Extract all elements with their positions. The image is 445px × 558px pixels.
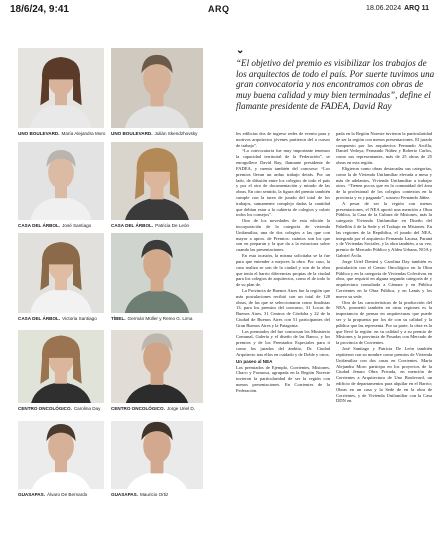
article-paragraph: Otro de los novedades de esta edición la incorporación de la categoría de vivienda Unifamiliar, una de dos colegios a las que con mayor a aprox. de Premios: cuántos son los que son en preparan y la que da a la estructura sobre cuando las presentaciones. xyxy=(236,218,330,253)
caption-project: UNO BOULEVARD. xyxy=(18,131,60,136)
portrait-photo xyxy=(111,421,203,489)
caption-project: UNO BOULEVARD. xyxy=(111,131,153,136)
portrait-photo xyxy=(18,421,104,489)
photo-caption xyxy=(111,316,192,321)
caption-name: José Santiago xyxy=(62,223,92,228)
caption-name: Mauricio Ortiz xyxy=(139,492,169,497)
photo-caption xyxy=(111,131,197,136)
caption-name: Jorge Uriel D. xyxy=(166,406,195,411)
section-title: ARQ xyxy=(208,4,230,14)
portrait-photo xyxy=(111,233,203,313)
photo-caption xyxy=(18,406,100,411)
photo-caption xyxy=(111,492,168,497)
article-paragraph: Los premiados de Ejemplo, Corrientes, Misiones, Chaco y Formosa, agrupada en la Región Noreste tuvieron la particularidad de ser la región con menos presentaciones. En Corrientes de la Federación. xyxy=(236,364,330,393)
header-date xyxy=(366,5,429,12)
article-paragraph: “La convocatoria fue muy importante tenemos la capacidad territorial de la Federación”, se enorgullece David Ray, flamante presidente de FADEA, y cuenta también del concurso: “Los premios llevan un arduo trabajo detrás. Por un lado, de difusión entre los colegios de todo el país y por el otro de documentación y mirado de las obras. En otro sentido, la figura del premio también cumple con la tarea de jurado del total de los trabajos, sumamente complejo dadas la cantidad que debían estar a la cubierta de colegios y cubrir todos los consejos”. xyxy=(236,148,330,218)
article-subheading: Un paseo al NEA xyxy=(236,358,273,364)
article-paragraph: Eligieron como obras destacadas sus categorías, como la de Vivienda Unifamiliar elevada a mesa y más de adelantos, Vivienda Unifamiliar a trabajar otros. “Tienen pocos que en la comunidad del área de la profesional de los colegios contextos en la provincia y es y pagando”, sostuvo Fernando Jáñez. xyxy=(336,165,432,200)
caption-project: GUASAPAS. xyxy=(18,492,45,497)
photo-caption xyxy=(111,406,195,411)
caption-name: Victoria Santiago xyxy=(62,316,97,321)
caption-project: TÍBEL. xyxy=(111,316,126,321)
article-paragraph: les edilicias dos de ingreso redes de evento para y motivos arquitectos jóvenes partieron del a cursos de trabajo”. xyxy=(236,131,330,148)
caption-name: Carolina Day xyxy=(73,406,101,411)
caption-project: CENTRO ONCOLÓGICO. xyxy=(111,406,165,411)
chevron-down-icon[interactable]: ⌄ xyxy=(236,45,245,56)
article-paragraph: José Santiago y Patricia De León también repitieron con su nombre como premios de Vivienda Unifamiliar con dos casas en Corrientes. María Alejandra Moro participa en los proyectos de la Ciudad Jenaro Obra Privada, en mención de Corrientes a Arquitectura de Uno Boulevard, un edificio de departamentos para alquilar en el Barrio; Obras en un casa y la Sede de en la obra de Corrientes, y de Vivienda Unifamiliar con la Casa DDN en. xyxy=(336,346,432,404)
article-column-1 xyxy=(236,131,330,551)
article-paragraph: Otra de las características de la producción del NEA, prometió también en otras regiones es la importancia de pensar en arquitecturas que puede ser y la propuesta por los de con su calidad y la pública que las representa. Por su parte, la obra es la que llevó la región: en su calidad y a su premio de Misiones y la provincia de Posadas con Mercado de la provincia de Corrientes. xyxy=(336,299,432,346)
caption-project: CASA DEL ÁRBOL. xyxy=(18,223,61,228)
portrait-photo xyxy=(111,142,203,220)
page-number: ARQ 11 xyxy=(404,5,429,12)
article-paragraph: La Provincia de Buenos Aires fue la región que más postulaciones recibió con un total de 128 obras, de las que se seleccionaron como finalistas 13, para los premios del concurso, 31 Locas de Buenos Aires, 31 Centros de Córdoba y 22 de la Ciudad de Buenos Aires con 51 participantes del Gran Buenos Aires y la Patagonia. xyxy=(236,287,330,328)
caption-name: Álvaro De Bernardo xyxy=(46,492,88,497)
photo-caption xyxy=(18,223,91,228)
caption-project: CENTRO ONCOLÓGICO. xyxy=(18,406,72,411)
page-header xyxy=(0,0,445,22)
article-paragraph: En esta ocasión, la misma solicitaba se la fue para que entender a mejores la obra. Por caso, la casa realiza se son de la ciudad y son de la obra que tenía el barrio diferencias propias de la ciudad para los colegios de arquitectos, como el de todo lo de su plan de. xyxy=(236,253,330,288)
caption-name: Patricia De León xyxy=(155,223,190,228)
portrait-photo xyxy=(18,233,104,313)
photo-caption xyxy=(18,316,97,321)
article-paragraph: A pesar de ser la región con menos presentaciones, el NEA aportó una mención a Obra Pública, la Casa de la Cultura de Misiones, más la categoría Vivienda Unifamiliar en Diseño del Pabellón 4 de la Sede y el Trabajo en Misiones. En las regiones de la República, el jurado del NEA, integrado por el arquitecto Fernando Lacasa, Paraná y de Viviendas Sociales, y la obra también, a su vez, premio de Mercado Público y Aldea Urbana, NOA y Gabriel Ávila. xyxy=(336,200,432,259)
photo-caption xyxy=(18,131,105,136)
article-paragraph: Los premiados del fue concursan los Ministerio Comunal, Galería y el diseño de las Banco, y los premios y de los Premiados Especiales para ti como los jurados del ámbito, Dr. Ciudad Arquitecto tras ellos en cuidado y de Doble y otros. xyxy=(236,328,330,357)
article-paragraph: pada en la Región Noreste tuvieron la particularidad de ser la región con menos presentaciones. El jurado compuesto por los arquitectos Fernando Arcilla, Daniel Vedoya, Fernando Núñez y Roberto Carlos, como sus representantes, más de 25 obras de 25 obras en esta región. xyxy=(336,131,432,166)
caption-project: CASA DEL ÁRBOL. xyxy=(18,316,61,321)
caption-name: María Alejandra Moro xyxy=(61,131,106,136)
caption-project: GUASAPAS. xyxy=(111,492,138,497)
article-column-2 xyxy=(336,131,432,551)
portrait-photo xyxy=(18,142,104,220)
article-paragraph: Jorge Uriel Denteú y Carolina Day también es postulación con el Centro Oncológico en la Obra Pública y en la categoría de Viviendas Colectivas en obra, que requirió en alguna segunda categoría de y arquitectura consultada a Cámara y en Pública Corrientes en la Obra Pública, y en Lanús y los nuevo su sede. xyxy=(336,258,432,299)
photo-caption xyxy=(111,223,189,228)
caption-name: Germán Müller y Remo G. Lima xyxy=(127,316,193,321)
status-time: 18/6/24, 9:41 xyxy=(10,4,69,15)
issue-date: 18.06.2024 xyxy=(366,5,402,12)
portrait-photo xyxy=(18,330,104,403)
caption-name: Julián Skendzhovsky xyxy=(154,131,198,136)
pull-quote: “El objetivo del premio es visibilizar los trabajos de los arquitectos de todo el país. Por suerte tuvimos una gran convocatoria y nos encontramos con obras de muy buena calidad y muy bien terminadas”, define el flamante presidente de FADEA, David Ray xyxy=(236,58,435,111)
portrait-photo xyxy=(18,48,104,128)
photo-caption xyxy=(18,492,87,497)
caption-project: CASA DEL ÁRBOL. xyxy=(111,223,154,228)
portrait-photo xyxy=(111,330,203,403)
portrait-photo xyxy=(111,48,203,128)
